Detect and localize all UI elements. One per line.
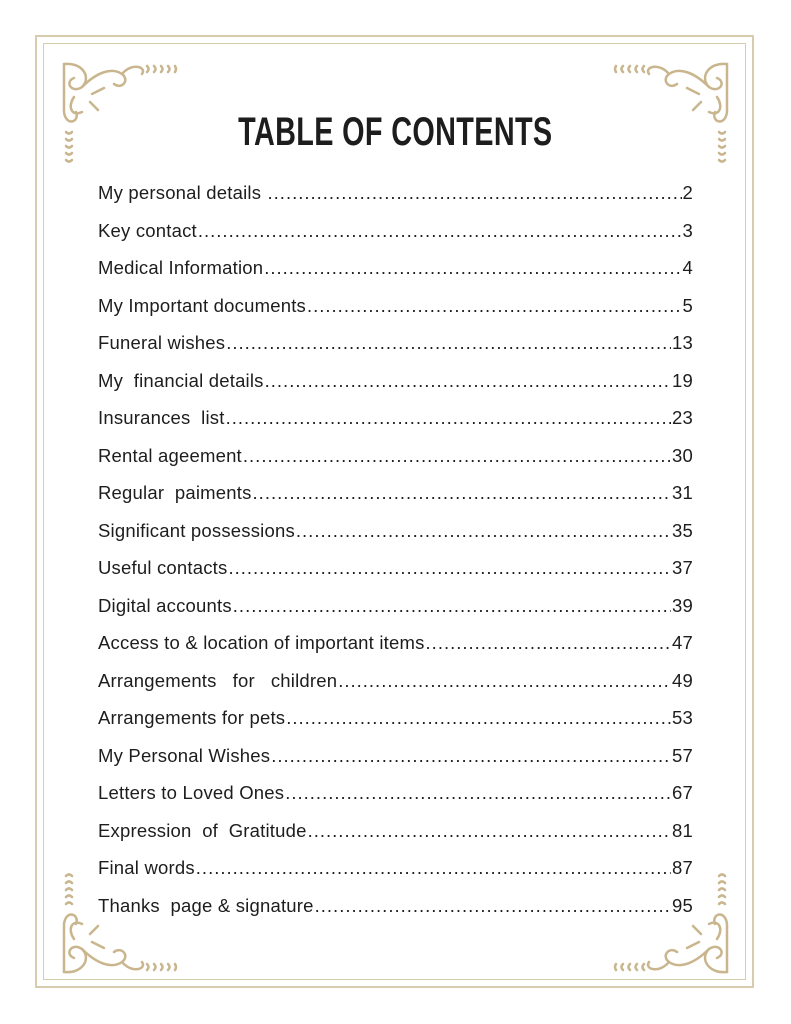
toc-entry-page: 37 bbox=[672, 557, 693, 578]
toc-entry[interactable] bbox=[98, 745, 693, 783]
toc-entry[interactable] bbox=[98, 820, 693, 858]
dot-leader bbox=[296, 520, 671, 542]
toc-entry-page: 19 bbox=[672, 369, 693, 391]
toc-entry-page: 87 bbox=[672, 857, 693, 878]
toc-entry-page: 81 bbox=[672, 819, 693, 841]
toc-entry-label: Access to & location of important items bbox=[98, 632, 425, 653]
dot-leader bbox=[308, 820, 671, 842]
toc-entry-page: 2 bbox=[682, 182, 693, 203]
toc-entry-page: 67 bbox=[672, 782, 693, 803]
toc-entry-label: Rental ageement bbox=[98, 444, 242, 466]
dot-leader bbox=[253, 482, 671, 504]
toc-entry-page: 30 bbox=[672, 444, 693, 466]
toc-entry-label: Insurances list bbox=[98, 407, 225, 428]
toc-entry[interactable] bbox=[98, 707, 693, 745]
toc-entry-page: 47 bbox=[672, 632, 693, 653]
toc-entry-label: Medical Information bbox=[98, 257, 264, 278]
toc-entry-page: 23 bbox=[672, 407, 693, 428]
dot-leader bbox=[226, 407, 671, 429]
dot-leader bbox=[307, 295, 682, 317]
toc-entry-page: 5 bbox=[682, 294, 693, 316]
toc-entry-label: Expression of Gratitude bbox=[98, 819, 307, 841]
dot-leader bbox=[265, 370, 671, 392]
toc-entry[interactable] bbox=[98, 257, 693, 295]
dot-leader bbox=[228, 557, 671, 579]
toc-entry[interactable] bbox=[98, 520, 693, 558]
toc-entry-page: 49 bbox=[672, 669, 693, 691]
toc-entry[interactable] bbox=[98, 370, 693, 408]
dot-leader bbox=[426, 632, 671, 654]
toc-entry[interactable] bbox=[98, 332, 693, 370]
toc-entry-page: 31 bbox=[672, 482, 693, 503]
toc-entry[interactable] bbox=[98, 295, 693, 333]
toc-entry[interactable] bbox=[98, 595, 693, 633]
toc-entry-label: Significant possessions bbox=[98, 519, 295, 541]
toc-entry[interactable] bbox=[98, 857, 693, 895]
dot-leader bbox=[233, 595, 671, 617]
toc-entry-label: Letters to Loved Ones bbox=[98, 782, 285, 803]
dot-leader bbox=[338, 670, 671, 692]
toc-entry-label: Digital accounts bbox=[98, 594, 232, 616]
toc-entry-page: 39 bbox=[672, 594, 693, 616]
toc-entry[interactable] bbox=[98, 220, 693, 258]
toc-entry-page: 53 bbox=[672, 707, 693, 728]
toc-entry-label: Funeral wishes bbox=[98, 332, 226, 353]
dot-leader bbox=[198, 220, 682, 242]
toc-entry-label: Arrangements for pets bbox=[98, 707, 286, 728]
toc-entry-page: 95 bbox=[672, 894, 693, 916]
toc-entry[interactable] bbox=[98, 182, 693, 220]
toc-entry[interactable] bbox=[98, 895, 693, 933]
toc-entry-page: 4 bbox=[682, 257, 693, 278]
toc-entry-label: Thanks page & signature bbox=[98, 894, 314, 916]
toc-entry-label: My personal details bbox=[98, 182, 267, 203]
dot-leader bbox=[243, 445, 671, 467]
dot-leader bbox=[315, 895, 671, 917]
toc-entry-page: 57 bbox=[672, 744, 693, 766]
toc-entry-label: My financial details bbox=[98, 369, 264, 391]
toc-entry-page: 3 bbox=[682, 219, 693, 241]
toc-entry-label: Regular paiments bbox=[98, 482, 252, 503]
dot-leader bbox=[285, 782, 671, 804]
dot-leader bbox=[196, 857, 671, 879]
toc-entry-page: 13 bbox=[672, 332, 693, 353]
toc-entry[interactable] bbox=[98, 445, 693, 483]
dot-leader bbox=[226, 332, 671, 354]
dot-leader bbox=[264, 257, 681, 279]
toc-entry-label: Final words bbox=[98, 857, 195, 878]
toc-entry-label: My Important documents bbox=[98, 294, 306, 316]
dot-leader bbox=[286, 707, 671, 729]
toc-entry[interactable] bbox=[98, 482, 693, 520]
toc-entry-label: My Personal Wishes bbox=[98, 744, 271, 766]
toc-entry[interactable] bbox=[98, 632, 693, 670]
table-of-contents bbox=[98, 182, 693, 932]
toc-entry[interactable] bbox=[98, 782, 693, 820]
toc-entry-label: Key contact bbox=[98, 219, 197, 241]
dot-leader bbox=[271, 745, 671, 767]
toc-entry-page: 35 bbox=[672, 519, 693, 541]
toc-entry-label: Useful contacts bbox=[98, 557, 228, 578]
toc-entry[interactable] bbox=[98, 407, 693, 445]
dot-leader bbox=[268, 182, 682, 204]
toc-entry-label: Arrangements for children bbox=[98, 669, 338, 691]
toc-entry[interactable] bbox=[98, 557, 693, 595]
page-title bbox=[0, 110, 791, 155]
toc-entry[interactable] bbox=[98, 670, 693, 708]
page-title-text: TABLE OF CONTENTS bbox=[238, 110, 553, 154]
